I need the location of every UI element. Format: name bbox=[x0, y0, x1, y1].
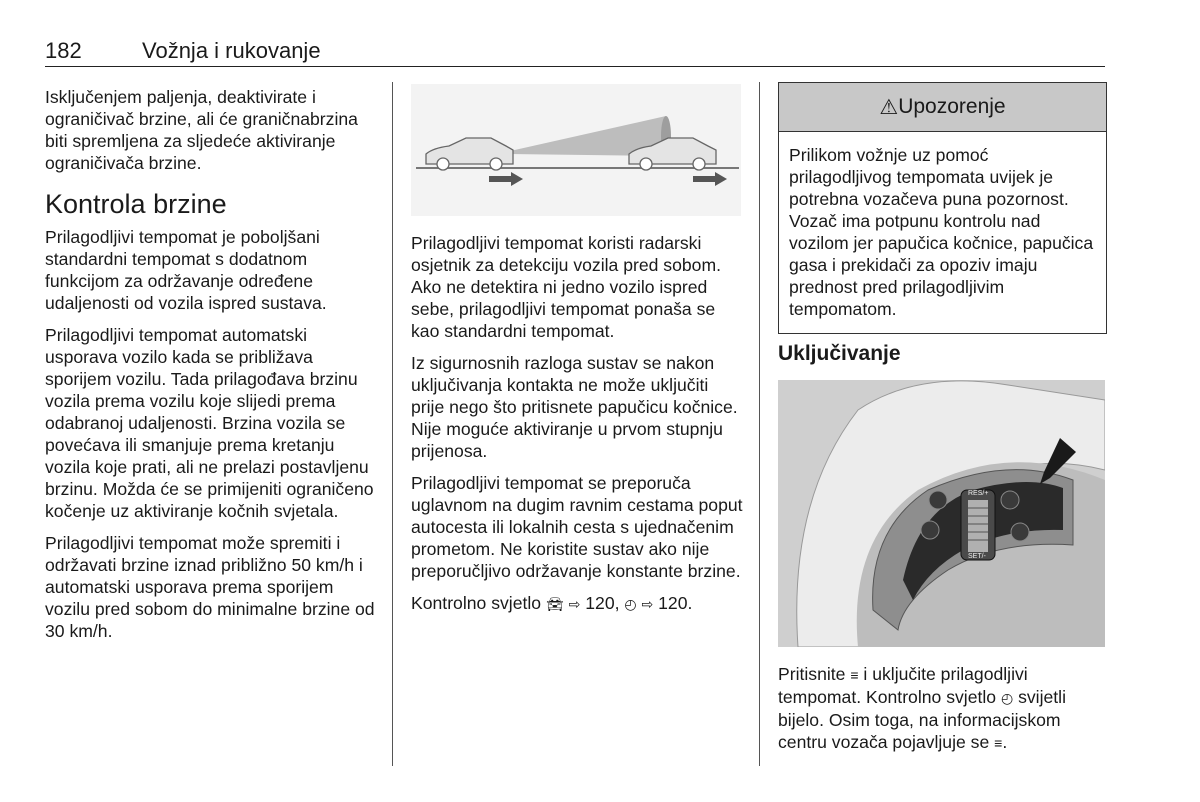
adaptive-cruise-icon: ≡ bbox=[850, 667, 859, 683]
page-header bbox=[45, 32, 1105, 67]
section-heading: Kontrola brzine bbox=[45, 189, 227, 219]
chapter-title: Vožnja i rukovanje bbox=[142, 38, 321, 63]
paragraph: Prilagodljivi tempomat se preporuča uglavnom na dugim ravnim cestama poput autocesta ili lokalnih cesta s ujednačenim prometom. Ne koristite sustav ako nije preporučljivo održavanje konstante brzine. bbox=[411, 473, 743, 581]
column-right-text bbox=[778, 663, 1108, 764]
text: Pritisnite bbox=[778, 664, 846, 684]
paragraph: Prilagodljivi tempomat je poboljšani standardni tempomat s dodatnom funkcijom za održavanje određene udaljenosti od vozila ispred sustava. bbox=[45, 227, 327, 313]
text: Kontrolno svjetlo bbox=[411, 593, 542, 613]
arrow-ref-icon: ⇨ bbox=[568, 596, 581, 612]
page-number: 182 bbox=[45, 38, 82, 63]
paragraph: Prilagodljivi tempomat koristi radarski osjetnik za detekciju vozila pred sobom. Ako ne detektira ni jedno vozilo ispred sebe, prilagodljivi tempomat ponaša se kao standardni tempomat. bbox=[411, 233, 722, 341]
speedometer-icon: ◴ bbox=[624, 596, 637, 612]
text: 120, bbox=[585, 593, 620, 613]
radar-illustration bbox=[411, 84, 741, 216]
subsection-heading: Uključivanje bbox=[778, 342, 901, 365]
warning-box bbox=[778, 82, 1107, 334]
arrow-ref-icon: ⇨ bbox=[641, 596, 654, 612]
text: svijetli bijelo. Osim toga, na informacijskom centru vozača pojavljuje se bbox=[778, 687, 1066, 752]
paragraph bbox=[411, 592, 746, 615]
text: . bbox=[1002, 732, 1008, 752]
paragraph: Iz sigurnosnih razloga sustav se nakon uključivanja kontakta ne može uključiti prije nego što pritisnete papučicu kočnice. Nije moguće aktiviranje u prvom stupnju prijenosa. bbox=[411, 353, 738, 461]
paragraph: Prilagodljivi tempomat automatski usporava vozilo kada se približava sporijem vozilu. Tada prilagođava brzinu vozila prema vozilu koje slijedi prema odabranoj udaljenosti. Brzina vozila se povećava ili smanjuje prema kretanju vozila koje prati, ali ne prelazi postavljenu brzinu. Možda će se primijeniti ograničeno kočenje uz aktiviranje kočnih svjetala. bbox=[45, 325, 374, 521]
set-label: SET/- bbox=[968, 553, 986, 560]
paragraph bbox=[778, 663, 1108, 754]
paragraph: Isključenjem paljenja, deaktivirate i ograničivač brzine, ali će graničnabrzina biti spremljena za sljedeće aktiviranje ograničivača brzine. bbox=[45, 87, 358, 173]
column-divider bbox=[392, 82, 393, 766]
warning-text: Prilikom vožnje uz pomoć prilagodljivog tempomata uvijek je potrebna vozačeva puna pozornost. Vozač ima potpunu kontrolu nad vozilom jer papučica kočnice, papučica gasa i prekidači za opoziv imaju prednost pred prilagodljivim tempomatom. bbox=[789, 145, 1094, 319]
speedometer-icon: ◴ bbox=[1000, 690, 1014, 706]
paragraph: Prilagodljivi tempomat može spremiti i održavati brzine iznad približno 50 km/h i automatski usporava prema sporijem vozilu pred sobom do minimalne brzine od 30 km/h. bbox=[45, 533, 375, 641]
warning-title: Upozorenje bbox=[898, 95, 1006, 118]
column-left bbox=[45, 86, 375, 652]
column-divider bbox=[759, 82, 760, 766]
car-icon: 🚘︎ bbox=[545, 596, 564, 612]
text: i uključite prilagodljivi tempomat. Kontrolno svjetlo bbox=[778, 664, 1028, 707]
warning-header bbox=[779, 83, 1106, 132]
adaptive-cruise-icon: ≡ bbox=[994, 735, 1003, 751]
steering-wheel-illustration bbox=[778, 380, 1105, 647]
text: 120. bbox=[658, 593, 693, 613]
res-label: RES/+ bbox=[968, 490, 989, 497]
column-middle bbox=[411, 232, 746, 625]
warning-icon: ⚠ bbox=[879, 95, 899, 119]
